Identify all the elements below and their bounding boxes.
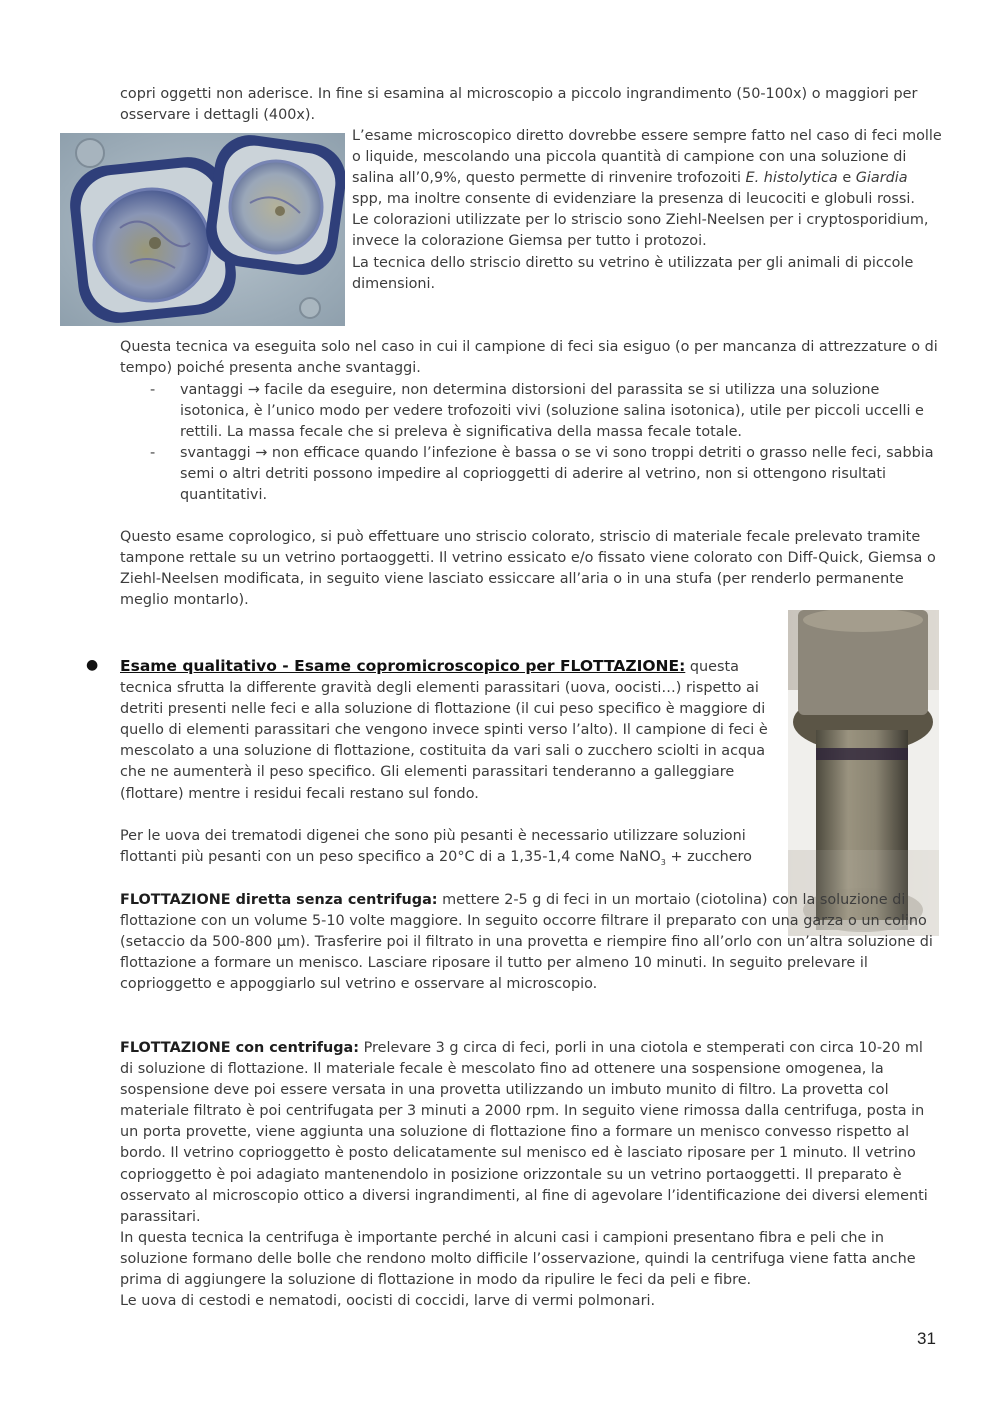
flotation-centrifuge-block — [120, 1038, 940, 1312]
flotation-direct-paragraph: FLOTTAZIONE diretta senza centrifuga: mettere 2-5 g di feci in un mortaio (ciotolina) con la soluzione di flottazione con un volume 5-10 volte maggiore. In seguito occorre filtrare il preparato con una garza o un colino (setaccio da 500-800 µm). Trasferire poi il filtrato in una provetta e riempire fino all’orlo con un’altra soluzione di flottazione a formare un menisco. Lasciare riposare il tutto per almeno 10 minuti. In seguito prelevare il coprioggetto e appoggiarlo sul vetrino e osservare al microscopio. — [120, 892, 933, 993]
list-item: - vantaggi → facile da eseguire, non determina distorsioni del parassita se si utilizza una soluzione isotonica, è l’unico modo per vedere trofozoiti vivi (soluzione salina isotonica), utile per piccoli uccelli e rettili. La massa fecale che si preleva è significativa della massa fecale totale. — [150, 382, 924, 441]
stain-paragraph: Questo esame coprologico, si può effettuare uno striscio colorato, striscio di materiale fecale prelevato tramite tampone rettale su un vetrino portaoggetti. Il vetrino essicato e/o fissato viene colorato con Diff-Quick, Giemsa o Ziehl-Neelsen modificata, in seguito viene lasciato essiccare all’aria o in una stufa (per renderlo permanente meglio montarlo). — [120, 529, 936, 609]
intro-paragraph: copri oggetti non aderisce. In fine si esamina al microscopio a piccolo ingrandimento (50-100x) o maggiori per osservare i dettagli (400x). — [120, 86, 918, 124]
dash-marker: - — [150, 382, 156, 398]
flotation-direct-title: FLOTTAZIONE diretta senza centrifuga: — [120, 892, 438, 908]
trematodi-paragraph: Per le uova dei trematodi digenei che sono più pesanti è necessario utilizzare soluzioni flottanti più pesanti con un peso specifico a 20°C di a 1,35-1,4 come NaNO$_3$ + zucchero — [120, 828, 752, 867]
centrifuge-note: In questa tecnica la centrifuga è importante perché in alcuni casi i campioni presentano fibra e peli che in soluzione formano delle bolle che rendono molto difficile l’osservazione, quindi la centrifuga viene fatta anche prima di aggiungere la soluzione di flottazione in modo da ripulire le feci da peli e fibre. — [120, 1229, 916, 1289]
bullet-marker: ● — [86, 657, 99, 673]
dash-marker: - — [150, 445, 156, 462]
parasite-list-line: Le uova di cestodi e nematodi, oocisti di coccidi, larve di vermi polmonari. — [120, 1293, 656, 1310]
page-number: 31 — [917, 1329, 936, 1348]
flotation-intro: Esame qualitativo - Esame copromicroscopico per FLOTTAZIONE: questa tecnica sfrutta la differente gravità degli elementi parassitari (uova, oocisti…) rispetto ai detriti presenti nelle feci e alla soluzione di flottazione (il cui peso specifico è maggiore di quello di elementi parassitari che vengono invece spinti verso l’alto). Il campione di feci è mescolato a una soluzione di flottazione, costituita da vari sali o zucchero sciolti in acqua che ne aumenterà il peso specifico. Gli elementi parassitari tenderanno a galleggiare (flottare) mentre i residui fecali restano sul fondo. — [120, 657, 768, 802]
test-tube-photo — [788, 610, 939, 936]
microscopy-text-2: Le colorazioni utilizzate per lo striscio sono Ziehl-Neelsen per i cryptosporidium, invece la colorazione Giemsa per tutto i protozoi. — [352, 212, 929, 250]
microscopy-text-3: La tecnica dello striscio diretto su vetrino è utilizzata per gli animali di piccole dimensioni. — [352, 254, 914, 292]
list-item: - svantaggi → non efficace quando l’infezione è bassa o se vi sono troppi detriti o grasso nelle feci, sabbia semi o altri detriti possono impedire al coprioggetti di aderire al vetrino, non si ottengono risultati quantitativi. — [150, 445, 934, 504]
section-heading: Esame qualitativo - Esame copromicroscopico per FLOTTAZIONE: — [120, 657, 686, 675]
microscope-photo — [60, 133, 345, 326]
technique-paragraph: Questa tecnica va eseguita solo nel caso in cui il campione di feci sia esiguo (o per mancanza di attrezzature o di tempo) poiché presenta anche svantaggi. — [120, 339, 938, 377]
microscopy-paragraph — [352, 126, 942, 295]
pros-cons-list — [120, 380, 940, 507]
flotation-centrifuge-paragraph: FLOTTAZIONE con centrifuga: Prelevare 3 g circa di feci, porli in una ciotola e stemperati con circa 10-20 ml di soluzione di flottazione. Il materiale fecale è mescolato fino ad ottenere una sospensione omogenea, la sospensione deve poi essere versata in una provetta utilizzando un imbuto munito di filtro. La provetta col materiale filtrato è poi centrifugata per 3 minuti a 2000 rpm. In seguito viene rimossa dalla centrifuga, posta in un porta provette, viene aggiunta una soluzione di flottazione fino a formare un menisco convesso rispetto al bordo. Il vetrino coprioggetto è posto delicatamente sul menisco ed è lasciato riposare per 1 minuto. Il vetrino coprioggetto è poi adagiato mantenendolo in posizione orizzontale su un vetrino portaoggetti. Il preparato è osservato al microscopio ottico a diversi ingrandimenti, al fine di agevolare l’identificazione dei diversi elementi parassitari. — [120, 1040, 928, 1225]
microscopy-text-1: L’esame microscopico diretto dovrebbe essere sempre fatto nel caso di feci molle o liquide, mescolando una piccola quantità di campione con una soluzione di salina all’0,9%, questo permette di rinvenire trofozoiti E. histolytica e Giardia spp, ma inoltre consente di evidenziare la presenza di leucociti e globuli rossi. — [352, 128, 942, 208]
flotation-centrifuge-title: FLOTTAZIONE con centrifuga: — [120, 1040, 359, 1056]
